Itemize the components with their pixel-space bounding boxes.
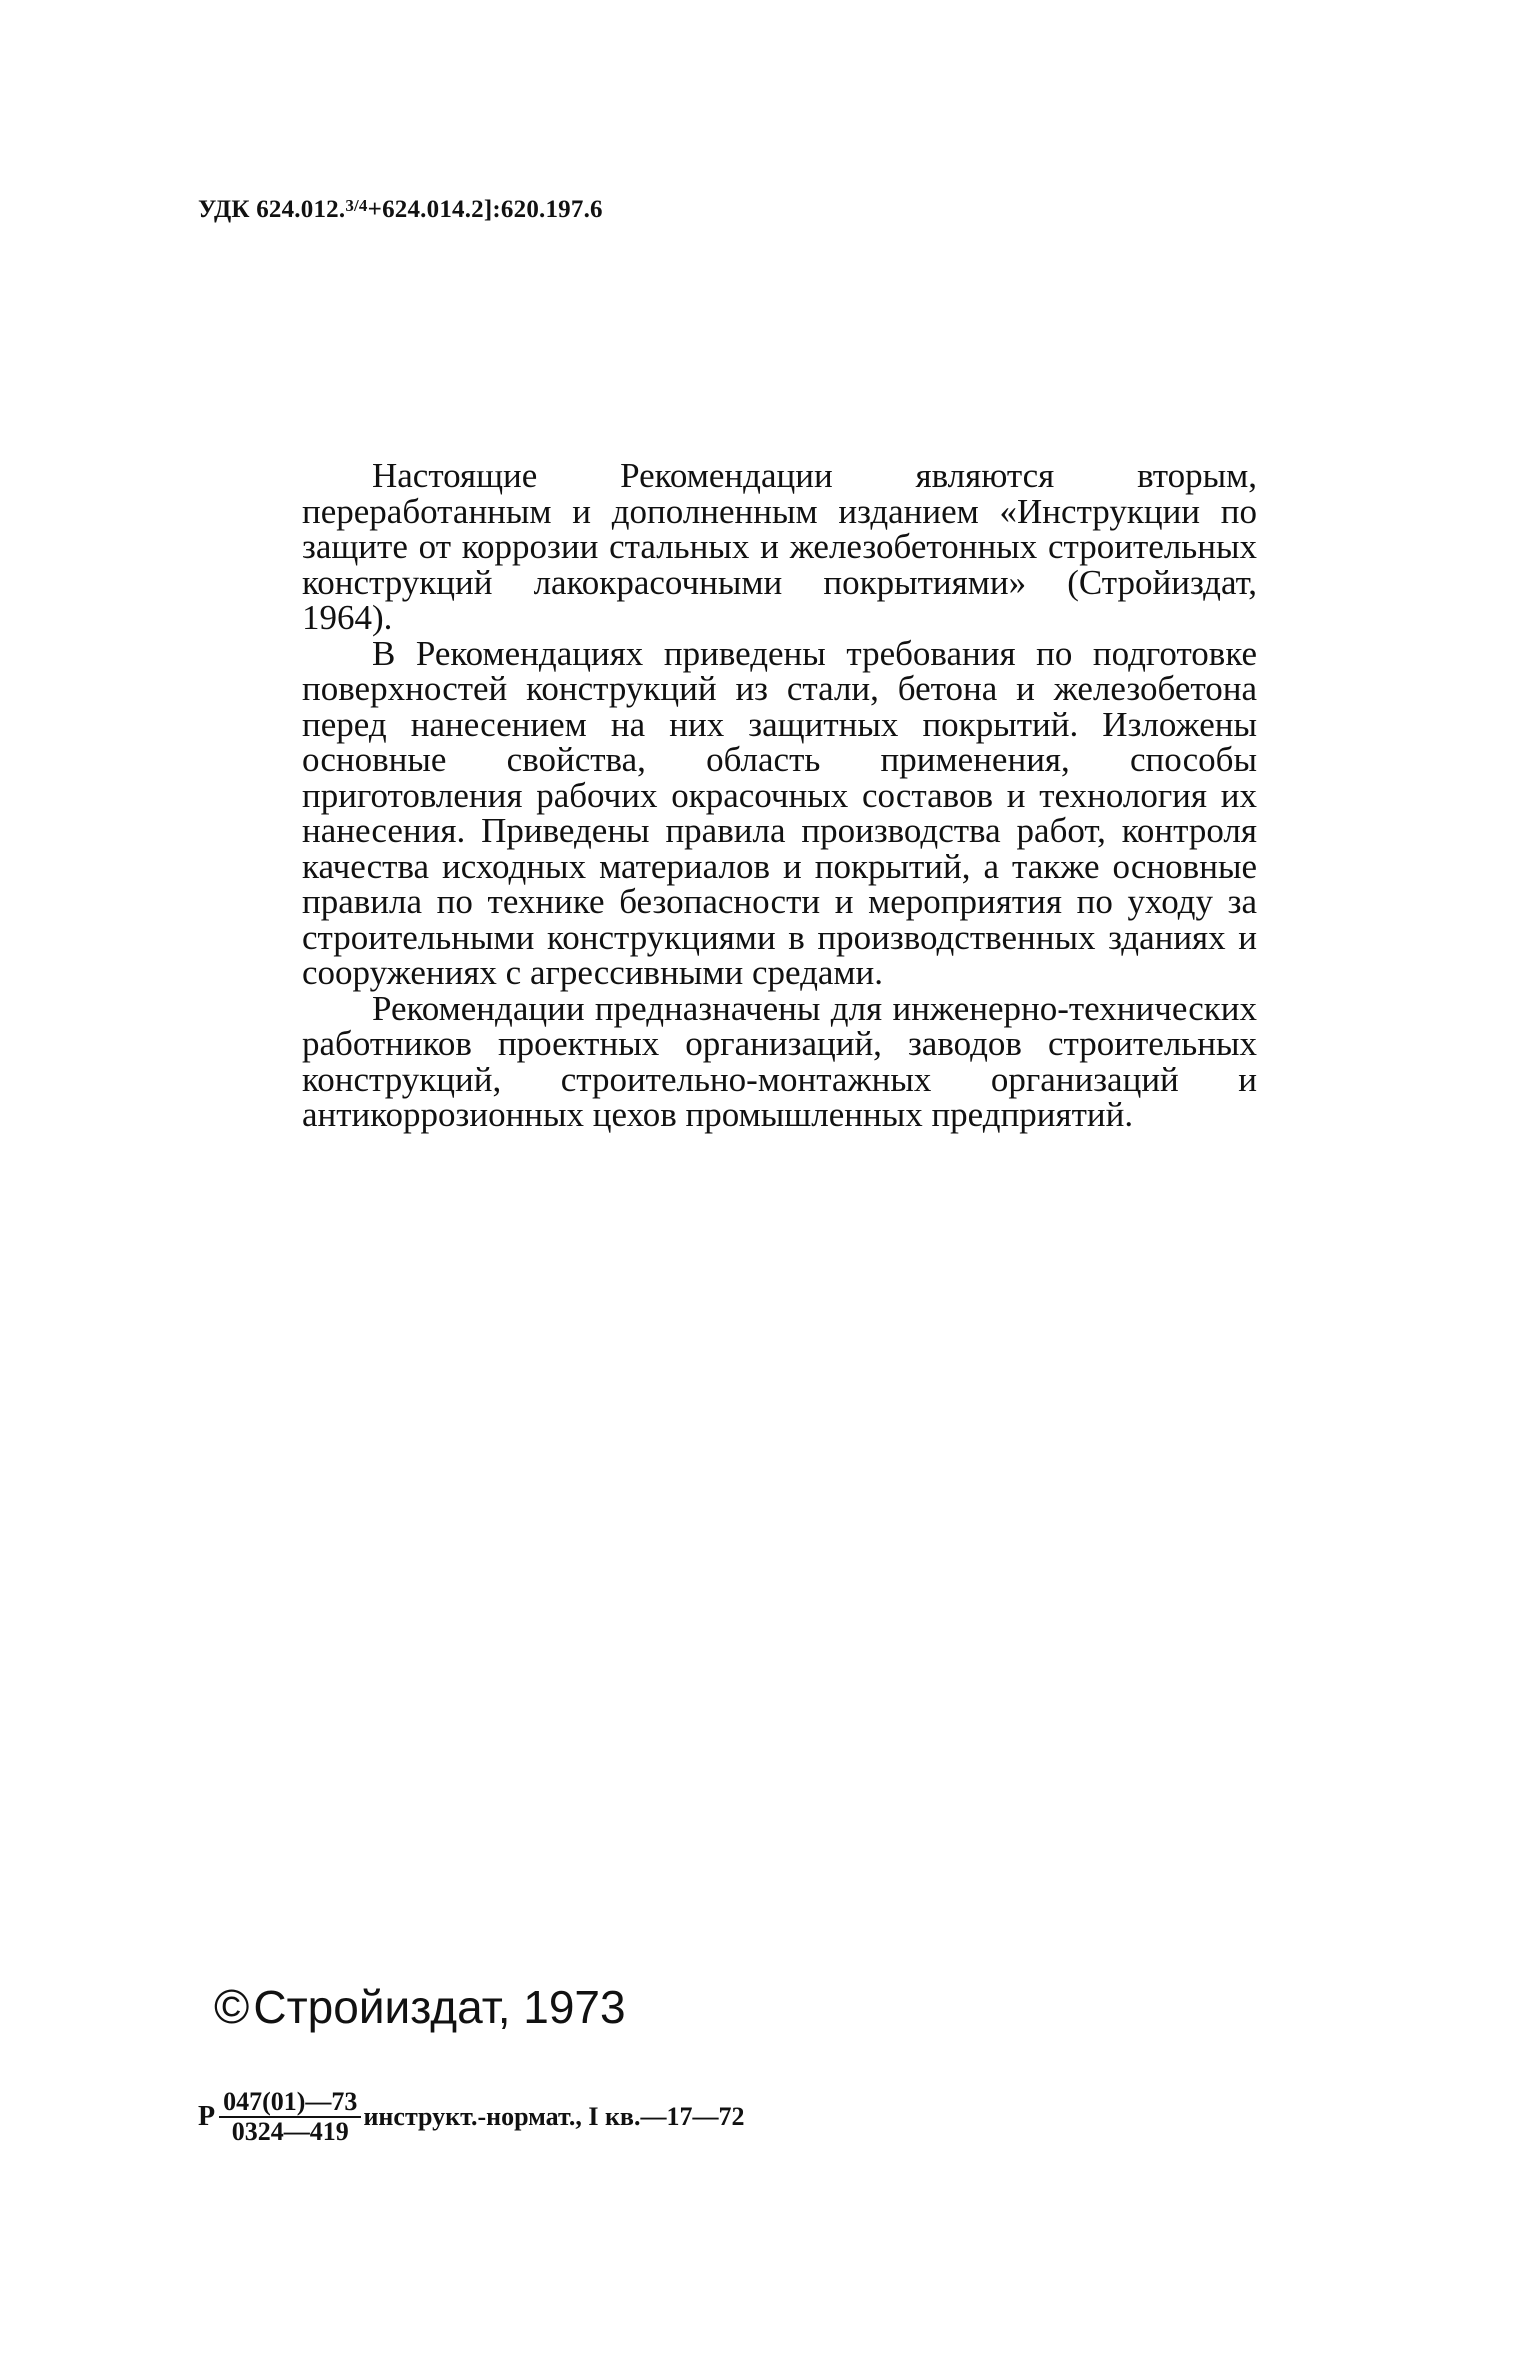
udk-classification	[198, 196, 603, 224]
copyright-separator: ,	[497, 1981, 524, 2033]
udk-suffix: +624.014.2]:620.197.6	[367, 196, 603, 223]
annotation-text	[302, 458, 1257, 1133]
copyright-year: 1973	[523, 1981, 626, 2033]
annotation-paragraph-2: В Рекомендациях приведены требования по подготовке поверхностей конструкций из стали, бетона и железобетона перед нанесением на них защитных покрытий. Изложены основные свойства, область применения, способы приготовления рабочих окрасочных составов и технология их нанесения. Приведены правила производства работ, контроля качества исходных материалов и покрытий, а также основные правила по технике безопасности и мероприятия по уходу за строительными конструкциями в производственных зданиях и сооружениях с агрессивными средами.	[302, 633, 1257, 992]
publication-code	[198, 2088, 744, 2146]
copyright-notice	[214, 1980, 626, 2035]
annotation-paragraph-1: Настоящие Рекомендации являются вторым, переработанным и дополненным изданием «Инструкции по защите от коррозии стальных и железобетонных строительных конструкций лакокрасочными покрытиями» (Стройиздат, 1964).	[302, 456, 1257, 637]
copyright-icon: ©	[214, 1981, 250, 2034]
pubcode-numerator: 047(01)—73	[219, 2088, 361, 2118]
annotation-paragraph-3: Рекомендации предназначены для инженерно-технических работников проектных организаций, заводов строительных конструкций, строительно-монтажных организаций и антикоррозионных цехов промышленных предприятий.	[302, 988, 1257, 1134]
pubcode-denominator: 0324—419	[231, 2117, 349, 2146]
pubcode-fraction	[219, 2088, 361, 2146]
udk-prefix: УДК 624.012.	[198, 196, 346, 223]
copyright-publisher: Стройиздат	[253, 1981, 498, 2033]
udk-fraction: 3/4	[345, 196, 368, 215]
pubcode-rest: инструкт.-нормат., I кв.—17—72	[363, 2102, 745, 2131]
pubcode-letter: Р	[198, 2101, 216, 2132]
